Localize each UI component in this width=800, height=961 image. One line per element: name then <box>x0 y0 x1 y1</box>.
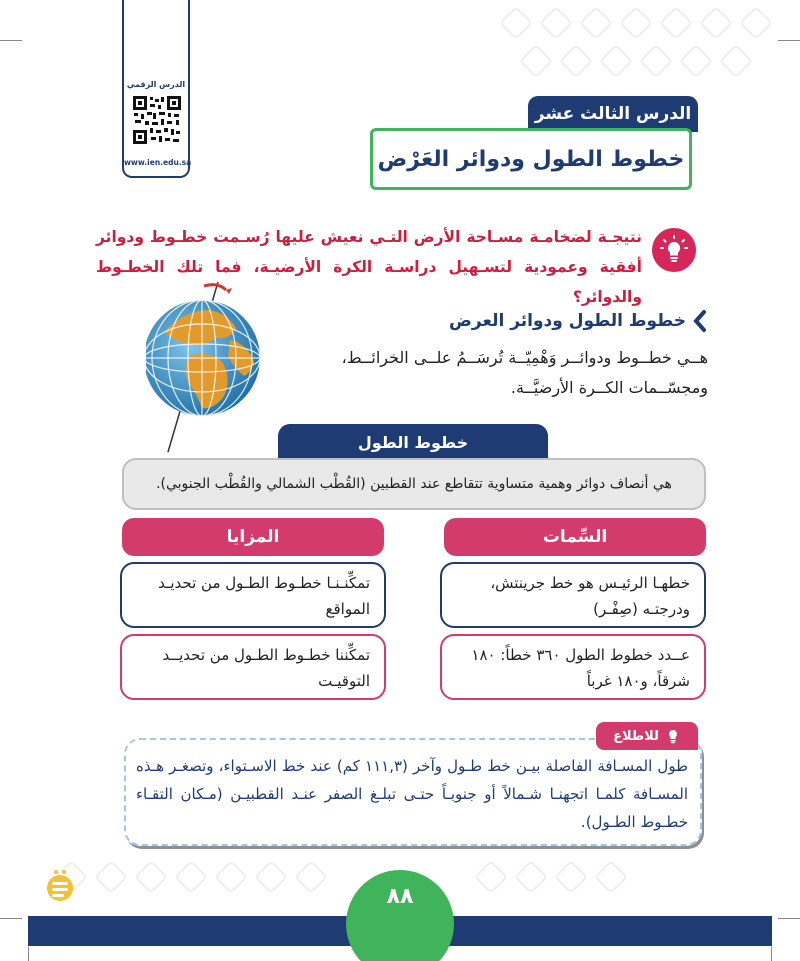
info-tab <box>596 722 698 750</box>
section-description: هــي خطــوط ودوائــر وَهْمِيّــة تُرسَــمُ علــى الخرائــط، ومجسّــمات الكــرة الأرضيَّــة. <box>341 348 708 397</box>
page-number-badge <box>346 870 454 961</box>
intro-question: نتيجـة لضخامـة مسـاحة الأرض التـي نعيش عليها رُسـمت خطـوط ودوائر أفقية وعمودية لتسـهيل دراسـة الكرة الأرضيـة، فما تلك الخطـوط والدوائر؟ <box>96 228 642 306</box>
page-number: ٨٨ <box>386 884 414 909</box>
feature-card <box>440 562 706 628</box>
features-header: السِّمات <box>444 518 706 556</box>
feature-card <box>440 634 706 700</box>
feature-text: خطهـا الرئيـس هو خط جرينتش، ودرجتـه (صِفْـر) <box>490 574 690 618</box>
lightbulb-icon <box>665 728 681 744</box>
lesson-number-tab: الدرس الثالث عشر <box>528 96 698 132</box>
advantage-card <box>120 562 386 628</box>
lesson-title: خطوط الطول ودوائر العَرْض <box>370 128 692 190</box>
digital-lesson-bookmark[interactable] <box>122 0 190 178</box>
info-text: طول المسـافة الفاصلة بيـن خط طـول وآخر (١١١,٣ كم) عند خط الاسـتواء، وتصغـر هـذه المسـافة كلمـا اتجهنـا شـمالاً أو جنوبـاً حتـى تبلـغ الصفر عنـد القطبيـن (مـكان التقـاء خطـوط الطـول). <box>136 757 689 831</box>
feature-text: عــدد خطوط الطول ٣٦٠ خطاً: ١٨٠ شرقاً، و١٨٠ غرباً <box>471 646 690 690</box>
chevron-left-icon <box>692 310 708 332</box>
definition-tab: خطوط الطول <box>278 424 548 460</box>
advantage-text: تمكِّننا خطـوط الطـول من تحديــد التوقيـت <box>162 646 370 690</box>
lightbulb-icon <box>652 228 696 272</box>
crop-mark <box>778 40 800 41</box>
logo-icon <box>40 866 80 906</box>
crop-mark <box>778 918 800 919</box>
definition-text: هي أنصاف دوائر وهمية متساوية تتقاطع عند القطبين (القُطْب الشمالي والقُطْب الجنوبي). <box>156 476 672 492</box>
qr-url-text[interactable]: www.ien.edu.sa <box>124 158 192 167</box>
crop-mark <box>0 918 22 919</box>
crop-mark <box>0 40 22 41</box>
advantages-header: المزايا <box>122 518 384 556</box>
definition-box <box>122 458 706 510</box>
section-heading-text: خطوط الطول ودوائر العرض <box>449 311 686 331</box>
crop-mark <box>771 947 772 961</box>
info-label: للاطلاع <box>613 728 659 744</box>
digital-lesson-label: الدرس الرقمي <box>126 80 186 89</box>
crop-mark <box>28 947 29 961</box>
globe-icon <box>146 280 286 460</box>
section-heading <box>449 310 708 332</box>
advantage-card <box>120 634 386 700</box>
qr-code-icon[interactable] <box>133 96 181 144</box>
advantage-text: تمكِّنـنـا خطـوط الطـول من تحديـد المواقع <box>158 574 370 618</box>
